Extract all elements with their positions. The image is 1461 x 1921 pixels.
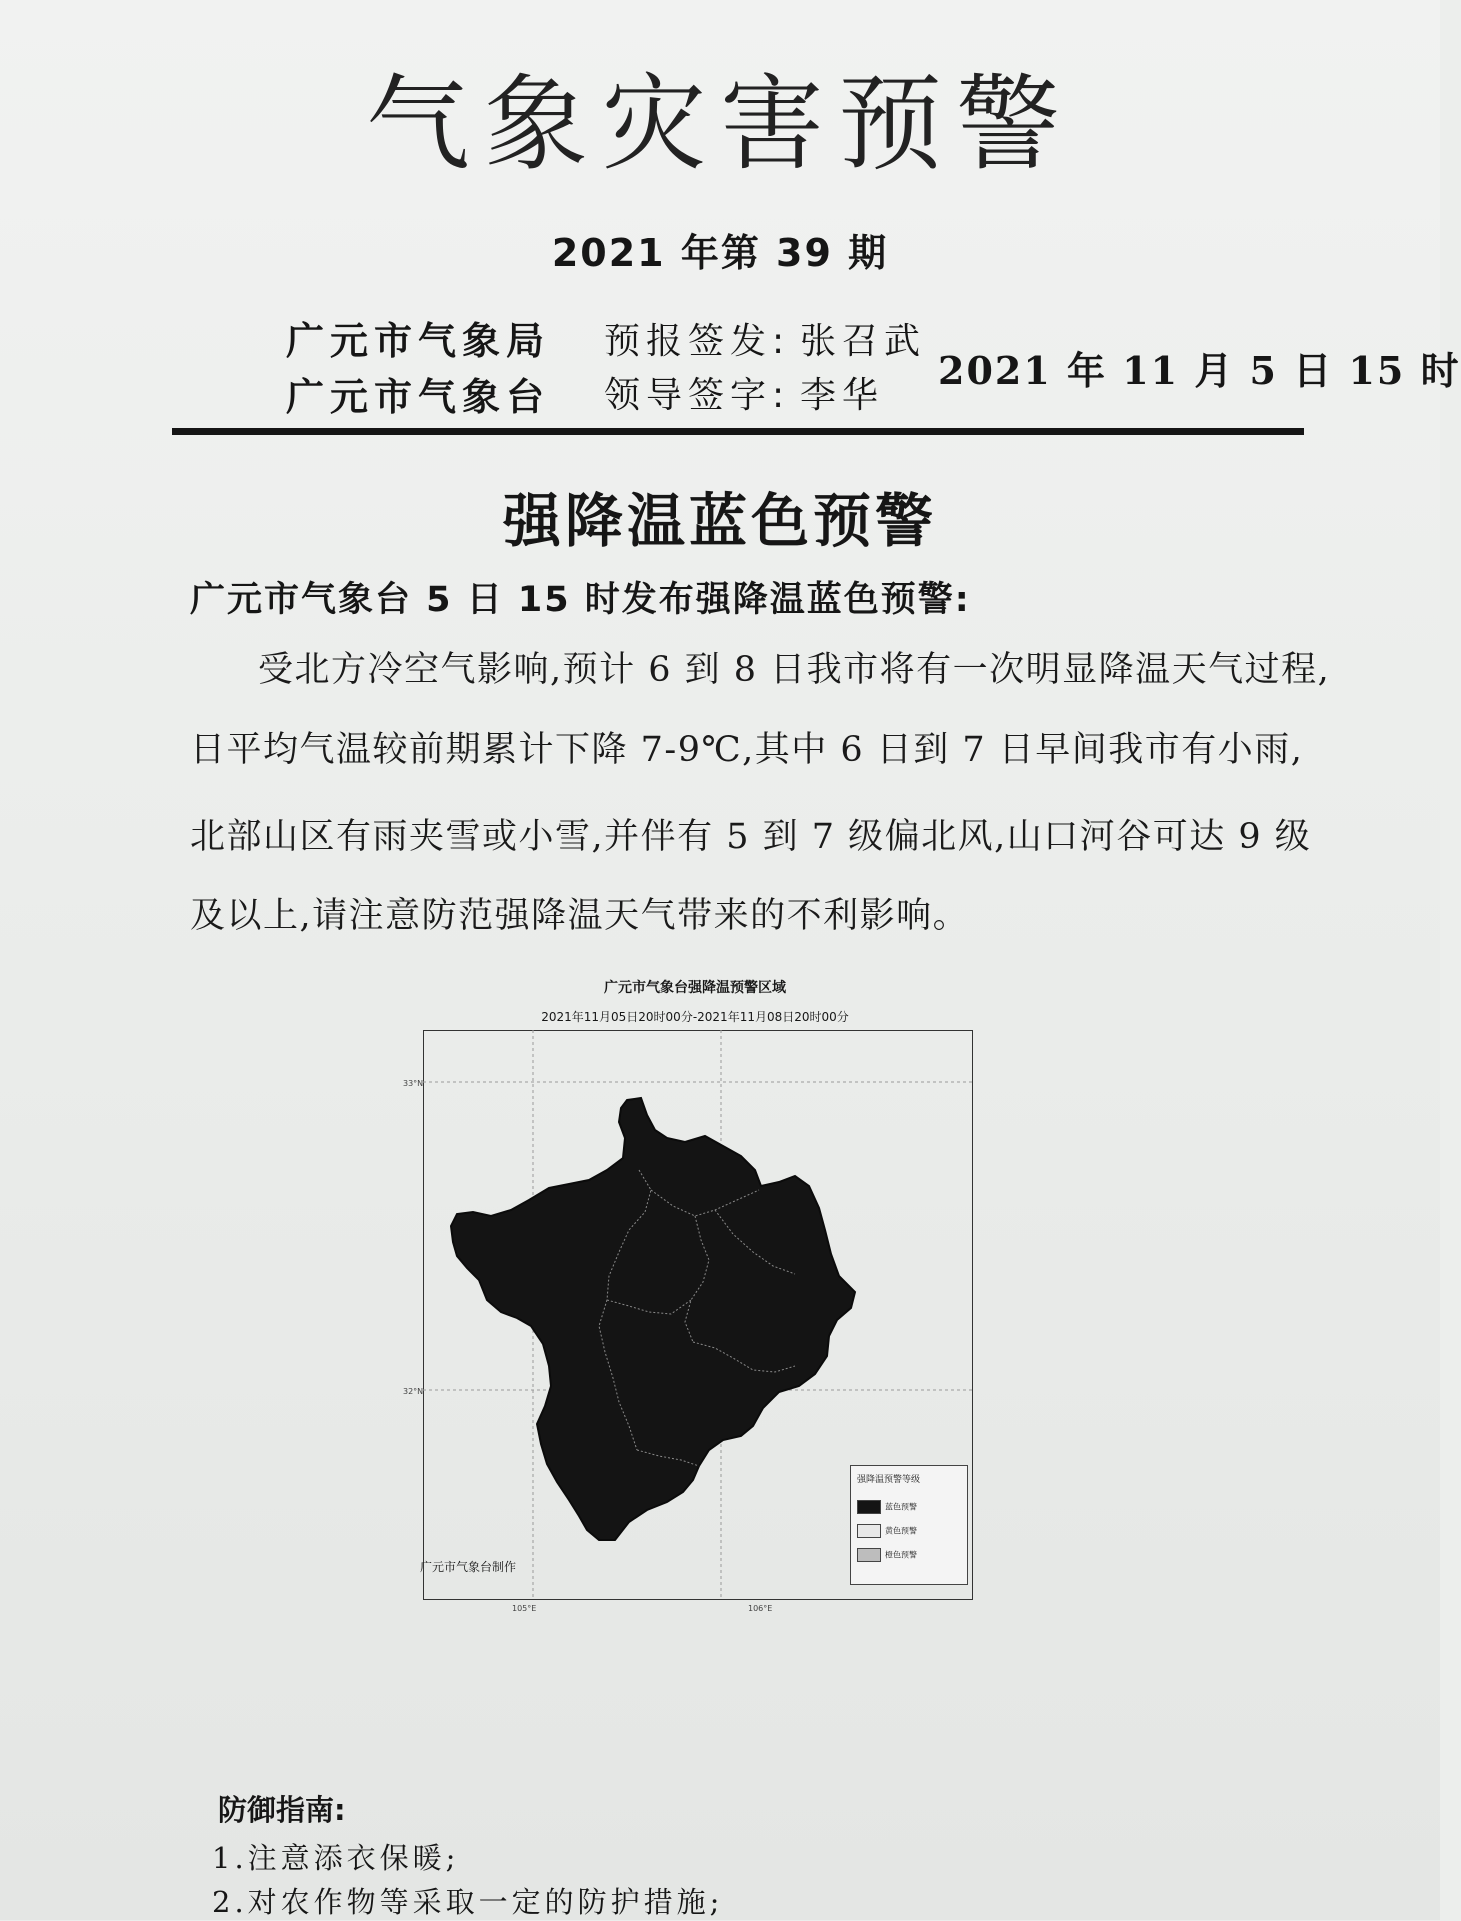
guide-title: 防御指南: — [218, 1793, 346, 1827]
legend-swatch — [857, 1548, 881, 1562]
issuer-observatory: 广元市气象台 — [286, 375, 551, 419]
map-legend — [850, 1465, 968, 1585]
map-title: 广元市气象台强降温预警区域 — [604, 980, 786, 996]
warning-title: 强降温蓝色预警 — [502, 487, 937, 555]
legend-swatch — [857, 1500, 881, 1514]
map-credit: 广元市气象台制作 — [420, 1560, 517, 1574]
guide-item: 2.对农作物等采取一定的防护措施; — [212, 1885, 724, 1919]
guide-item: 1.注意添衣保暖; — [212, 1841, 460, 1875]
legend-label: 黄色预警 — [885, 1526, 917, 1536]
lon-tick-label: 105°E — [512, 1604, 537, 1613]
legend-label: 蓝色预警 — [885, 1502, 917, 1512]
legend-item-blue — [857, 1500, 917, 1514]
legend-label: 橙色预警 — [885, 1550, 917, 1560]
leader-sign-label: 领导签字: — [604, 375, 791, 416]
lat-tick-label: 32°N — [403, 1387, 424, 1396]
legend-swatch — [857, 1524, 881, 1538]
forecast-sign-label: 预报签发: — [604, 321, 791, 362]
map-subtitle: 2021年11月05日20时00分-2021年11月08日20时00分 — [541, 1010, 849, 1024]
warning-lead: 广元市气象台 5 日 15 时发布强降温蓝色预警: — [190, 580, 971, 620]
forecast-sign-name: 张召武 — [800, 321, 927, 362]
leader-sign-name: 李华 — [800, 375, 885, 416]
lon-tick-label: 106°E — [748, 1604, 773, 1613]
header-divider — [172, 428, 1304, 435]
main-title: 气象灾害预警 — [365, 63, 1074, 185]
legend-item-yellow — [857, 1524, 917, 1538]
lat-tick-label: 33°N — [403, 1079, 424, 1088]
warning-region-shape — [451, 1098, 855, 1540]
warning-body-line: 北部山区有雨夹雪或小雪,并伴有 5 到 7 级偏北风,山口河谷可达 9 级 — [190, 817, 1312, 857]
legend-item-orange — [857, 1548, 917, 1562]
issue-number: 2021 年第 39 期 — [551, 231, 889, 275]
issue-date: 2021 年 11 月 5 日 15 时 — [938, 348, 1461, 393]
warning-body-line: 受北方冷空气影响,预计 6 到 8 日我市将有一次明显降温天气过程, — [258, 650, 1331, 690]
issuer-bureau: 广元市气象局 — [286, 319, 551, 363]
legend-title: 强降温预警等级 — [857, 1475, 921, 1485]
warning-body-line: 日平均气温较前期累计下降 7-9℃,其中 6 日到 7 日早间我市有小雨, — [190, 730, 1304, 770]
warning-body-line: 及以上,请注意防范强降温天气带来的不利影响。 — [190, 896, 970, 936]
